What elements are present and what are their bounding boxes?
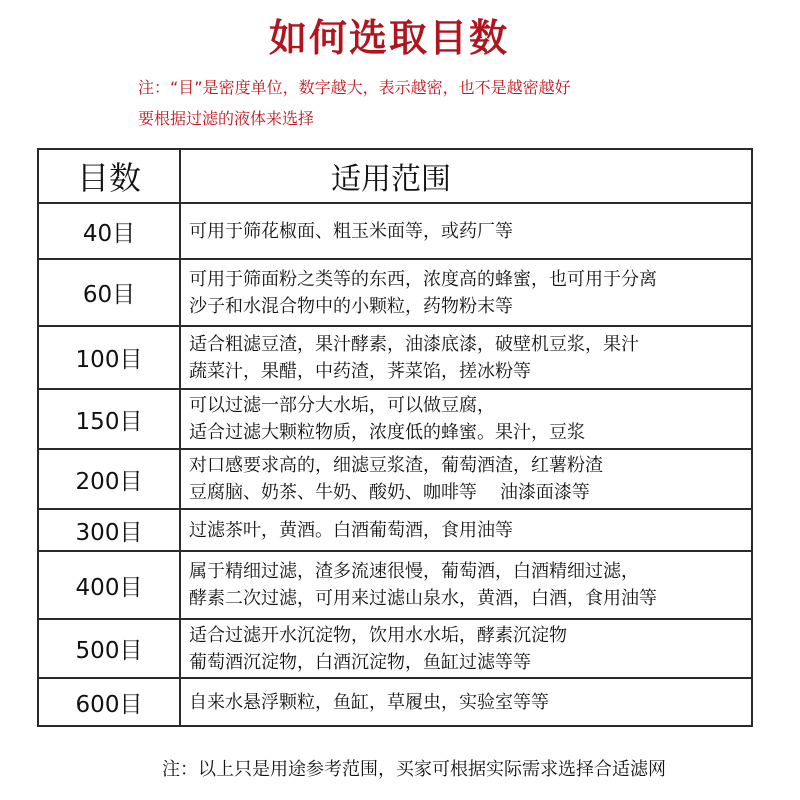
table-row: [38, 389, 752, 449]
use-line: 酵素二次过滤，可用来过滤山泉水，黄酒，白酒，食用油等: [189, 588, 657, 609]
use-description: [180, 326, 752, 389]
use-line: 葡萄酒沉淀物，白酒沉淀物，鱼缸过滤等等: [189, 651, 531, 673]
use-line: 可以过滤一部分大水垢，可以做豆腐，: [189, 395, 495, 416]
table-row: [38, 449, 752, 509]
use-description: [180, 259, 752, 326]
use-line: 豆腐脑、奶茶、牛奶、酸奶、咖啡等 油漆面漆等: [189, 482, 590, 503]
header-mesh: 目数: [38, 149, 180, 203]
table-row: [38, 203, 752, 259]
use-line: 沙子和水混合物中的小颗粒，药物粉末等: [189, 295, 513, 317]
footer-note: 注：以上只是用途参考范围，买家可根据实际需求选择合适滤网: [162, 759, 666, 780]
use-line: 可用于筛面粉之类等的东西，浓度高的蜂蜜，也可用于分离: [189, 268, 657, 290]
table-header-row: [38, 149, 752, 203]
table-row: [38, 509, 752, 551]
use-description: [180, 449, 752, 509]
mesh-value: 100目: [38, 326, 180, 389]
use-line: 对口感要求高的，细滤豆浆渣，葡萄酒渣，红薯粉渣: [189, 455, 603, 476]
use-line: 适合过滤开水沉淀物，饮用水水垢，酵素沉淀物: [189, 624, 567, 646]
table-row: [38, 551, 752, 619]
mesh-value: 150目: [38, 389, 180, 449]
selection-note: 要根据过滤的液体来选择: [138, 109, 315, 128]
mesh-value: 300目: [38, 509, 180, 551]
use-line: 自来水悬浮颗粒，鱼缸，草履虫，实验室等等: [189, 691, 549, 713]
mesh-value: 40目: [38, 203, 180, 259]
use-description: [180, 509, 752, 551]
mesh-value: 400目: [38, 551, 180, 619]
table-row: [38, 259, 752, 326]
mesh-value: 60目: [38, 259, 180, 326]
use-line: 蔬菜汁，果醋，中药渣，荠菜馅，搓冰粉等: [189, 360, 531, 382]
mesh-value: 200目: [38, 449, 180, 509]
header-use: 适用范围: [180, 149, 752, 203]
table-row: [38, 326, 752, 389]
use-description: [180, 203, 752, 259]
page-title: 如何选取目数: [268, 16, 509, 60]
use-line: 属于精细过滤，渣多流速很慢，葡萄酒，白酒精细过滤，: [189, 561, 639, 582]
use-line: 适合粗滤豆渣，果汁酵素，油漆底漆，破壁机豆浆，果汁: [189, 333, 639, 355]
use-line: 适合过滤大颗粒物质，浓度低的蜂蜜。果汁，豆浆: [189, 422, 585, 443]
use-description: [180, 619, 752, 678]
use-line: 过滤茶叶，黄酒。白酒葡萄酒，食用油等: [189, 519, 513, 541]
use-line: 可用于筛花椒面、粗玉米面等，或药厂等: [189, 220, 513, 242]
mesh-value: 500目: [38, 619, 180, 678]
use-description: [180, 551, 752, 619]
density-note: 注：“目”是密度单位，数字越大，表示越密，也不是越密越好: [138, 78, 571, 97]
table-row: [38, 678, 752, 726]
use-description: [180, 389, 752, 449]
use-description: [180, 678, 752, 726]
mesh-value: 600目: [38, 678, 180, 726]
table-row: [38, 619, 752, 678]
mesh-table: [37, 148, 753, 727]
